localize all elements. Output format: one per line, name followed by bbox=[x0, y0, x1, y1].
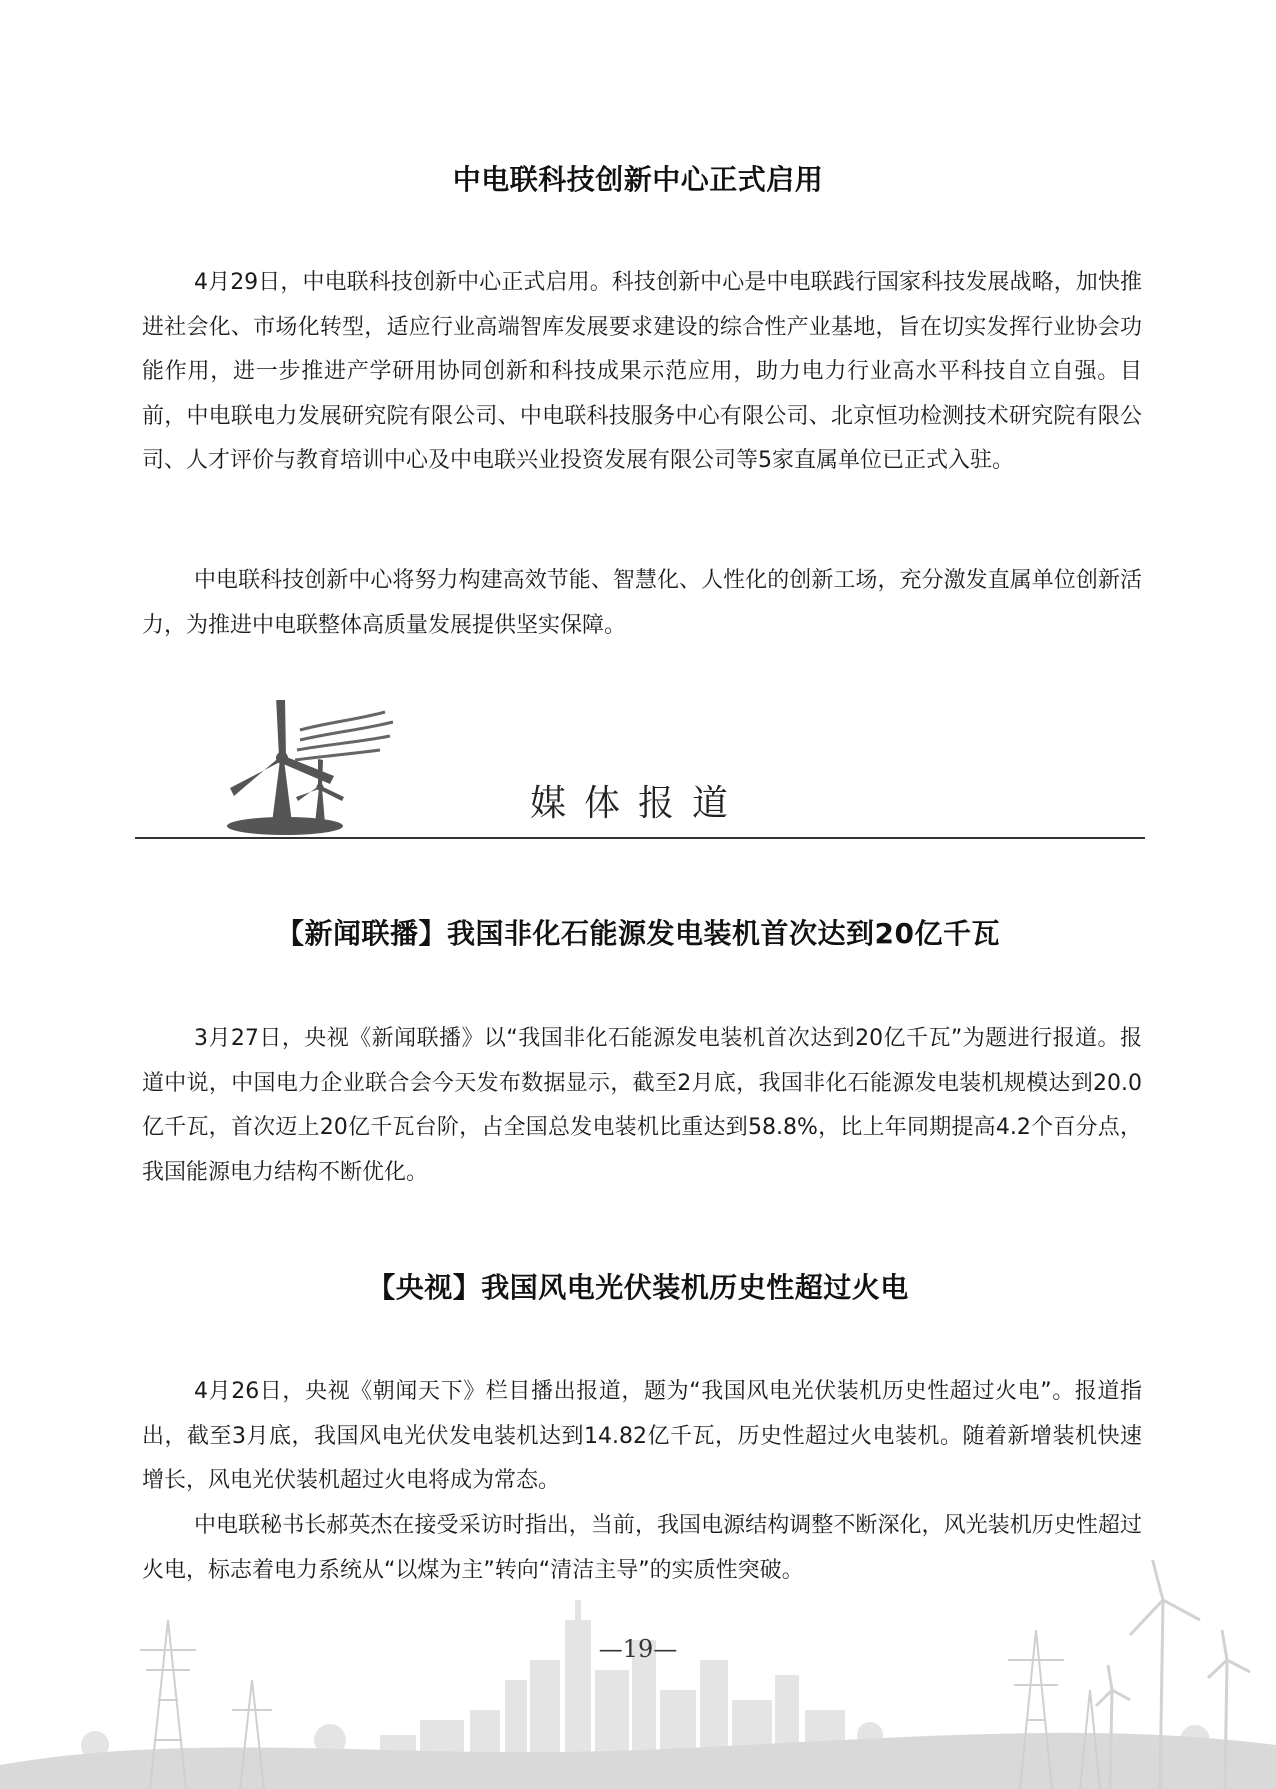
article-title-cctv: 【央视】我国风电光伏装机历史性超过火电 bbox=[367, 1271, 909, 1304]
page-number: —19— bbox=[598, 1635, 678, 1663]
city-skyline-illustration bbox=[0, 1560, 1276, 1789]
article-title-innovation-center: 中电联科技创新中心正式启用 bbox=[452, 163, 824, 196]
article-paragraph: 4月29日，中电联科技创新中心正式启用。科技创新中心是中电联践行国家科技发展战略，加快推进社会化、市场化转型，适应行业高端智库发展要求建设的综合性产业基地，旨在切实发挥行业协会功能作用，进一步推进产学研用协同创新和科技成果示范应用，助力电力行业高水平科技自立自强。目前，中电联电力发展研究院有限公司、中电联科技服务中心有限公司、北京恒功检测技术研究院有限公司、人才评价与教育培训中心及中电联兴业投资发展有限公司等5家直属单位已正式入驻。 bbox=[142, 270, 1142, 473]
section-divider bbox=[135, 837, 1145, 839]
article-paragraph: 3月27日，央视《新闻联播》以“我国非化石能源发电装机首次达到20亿千瓦”为题进行报道。报道中说，中国电力企业联合会今天发布数据显示，截至2月底，我国非化石能源发电装机规模达到20.0亿千瓦，首次迈上20亿千瓦台阶，占全国总发电装机比重达到58.8%，比上年同期提高4.2个百分点，我国能源电力结构不断优化。 bbox=[142, 1026, 1142, 1185]
article-paragraph: 中电联科技创新中心将努力构建高效节能、智慧化、人性化的创新工场，充分激发直属单位创新活力，为推进中电联整体高质量发展提供坚实保障。 bbox=[142, 568, 1142, 638]
section-title-media-reports: 媒体报道 bbox=[530, 783, 747, 824]
article-title-news-broadcast: 【新闻联播】我国非化石能源发电装机首次达到20亿千瓦 bbox=[276, 917, 1000, 950]
article-paragraph: 4月26日，央视《朝闻天下》栏目播出报道，题为“我国风电光伏装机历史性超过火电”。报道指出，截至3月底，我国风电光伏发电装机达到14.82亿千瓦，历史性超过火电装机。随着新增装机快速增长，风电光伏装机超过火电将成为常态。 bbox=[142, 1379, 1142, 1493]
article-paragraph: 中电联秘书长郝英杰在接受采访时指出，当前，我国电源结构调整不断深化，风光装机历史性超过火电，标志着电力系统从“以煤为主”转向“清洁主导”的实质性突破。 bbox=[142, 1513, 1142, 1583]
